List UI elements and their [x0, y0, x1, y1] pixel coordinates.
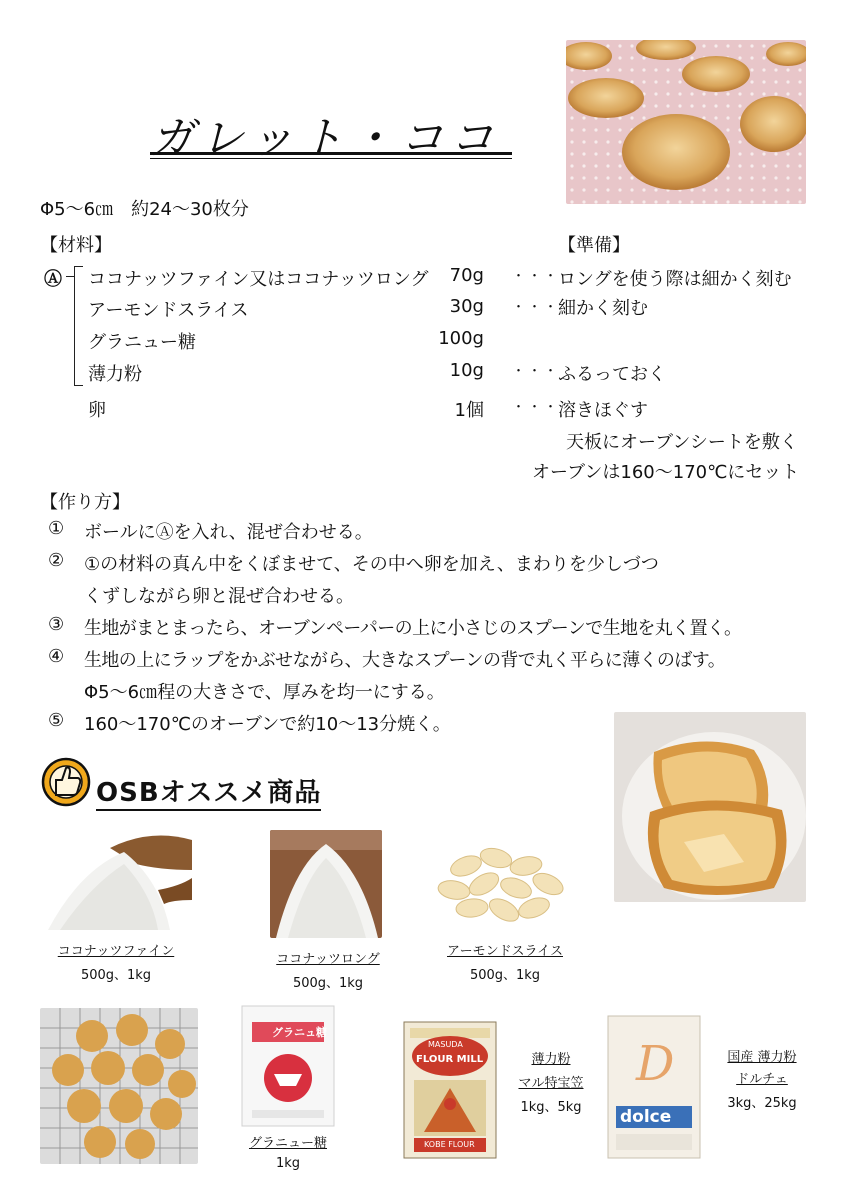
method-header: 【作り方】 [40, 492, 130, 513]
ingredient-amount: 10g [449, 360, 484, 381]
masuda-main-label: FLOUR MILL [416, 1054, 484, 1065]
product-name: ココナッツファイン [57, 944, 175, 959]
cookies-on-rack-photo [40, 1008, 198, 1164]
step-text: ①の材料の真ん中をくぼませて、その中へ卵を加え、まわりを少しづつ [84, 554, 659, 575]
step-number: ③ [48, 614, 65, 635]
thumbs-up-icon [40, 756, 92, 808]
step-text: ボールにⒶを入れ、混ぜ合わせる。 [84, 522, 373, 543]
step-text: 生地がまとまったら、オーブンペーパーの上に小さじのスプーンで生地を丸く置く。 [84, 618, 742, 639]
group-a-mark: Ⓐ [44, 269, 62, 290]
ingredient-name: 薄力粉 [88, 364, 142, 385]
masuda-bottom-label: KOBE FLOUR [424, 1140, 475, 1149]
product-name: グラニュー糖 [248, 1136, 327, 1151]
ingredient-amount: 1個 [454, 400, 484, 421]
title-underline-thin [150, 158, 512, 159]
group-a-dash [66, 276, 74, 277]
dolce-name: dolce [620, 1107, 672, 1127]
ingredient-amount: 30g [449, 296, 484, 317]
recipe-title: ガレット・ココ [150, 113, 500, 164]
product-name: ドルチェ [736, 1072, 788, 1087]
step-text: 160～170℃のオーブンで約10～13分焼く。 [84, 714, 451, 735]
prep-extra-line: オーブンは160～170℃にセット [532, 462, 800, 483]
ingredients-header: 【材料】 [40, 235, 112, 256]
product-name: ココナッツロング [276, 952, 380, 967]
step-number: ① [48, 518, 65, 539]
step-text: 生地の上にラップをかぶせながら、大きなスプーンの背で丸く平らに薄くのばす。 [84, 650, 726, 671]
ingredient-prep: ロングを使う際は細かく刻む [558, 269, 792, 290]
product-image-dolce-flour [606, 1014, 702, 1160]
size-yield-line: Φ5～6㎝ 約24～30枚分 [40, 199, 249, 220]
group-a-bracket [74, 266, 83, 386]
sugar-package-label: グラニュ糖 [272, 1026, 327, 1039]
ingredient-dots: ・・・ [512, 364, 561, 379]
ingredient-name: グラニュー糖 [88, 332, 196, 353]
product-size: 1kg、5kg [520, 1100, 582, 1115]
step-number: ④ [48, 646, 65, 667]
ingredient-dots: ・・・ [512, 400, 561, 415]
masuda-top-label: MASUDA [428, 1040, 463, 1049]
ingredient-amount: 100g [438, 328, 484, 349]
product-image-coconut-fine [40, 830, 192, 930]
product-name: 薄力粉 [531, 1052, 571, 1067]
ingredient-prep: 溶きほぐす [558, 400, 648, 421]
title-underline [150, 152, 512, 155]
product-image-almond-slice [426, 836, 576, 930]
ingredient-name: 卵 [88, 400, 106, 421]
galette-closeup-photo [614, 712, 806, 902]
product-name: マル特宝笠 [518, 1076, 584, 1091]
product-name: アーモンドスライス [447, 944, 563, 959]
product-size: 1kg [275, 1156, 301, 1171]
product-size: 500g、1kg [469, 968, 541, 983]
prep-header: 【準備】 [558, 235, 630, 256]
product-size: 500g、1kg [80, 968, 152, 983]
step-text: くずしながら卵と混ぜ合わせる。 [84, 586, 354, 607]
product-image-granulated-sugar [238, 1004, 338, 1128]
product-size: 3kg、25kg [727, 1096, 797, 1111]
ingredient-prep: 細かく刻む [558, 298, 648, 319]
ingredient-name: ココナッツファイン又はココナッツロング [88, 269, 429, 290]
dolce-letter: D [636, 1036, 675, 1092]
ingredient-amount: 70g [449, 265, 484, 286]
prep-extra-line: 天板にオーブンシートを敷く [566, 432, 798, 453]
product-image-masuda-flour [402, 1020, 498, 1160]
cookies-photo-top [566, 40, 806, 204]
ingredient-name: アーモンドスライス [88, 300, 249, 321]
step-text: Φ5～6㎝程の大きさで、厚みを均一にする。 [84, 682, 445, 703]
osb-recommend-title: OSBオススメ商品 [96, 772, 321, 811]
product-name: 国産 薄力粉 [727, 1050, 797, 1065]
product-image-coconut-long [270, 830, 382, 938]
step-number: ② [48, 550, 65, 571]
ingredient-dots: ・・・ [512, 300, 561, 315]
ingredient-prep: ふるっておく [558, 364, 666, 385]
product-size: 500g、1kg [292, 976, 364, 991]
step-number: ⑤ [48, 710, 65, 731]
ingredient-dots: ・・・ [512, 269, 561, 284]
